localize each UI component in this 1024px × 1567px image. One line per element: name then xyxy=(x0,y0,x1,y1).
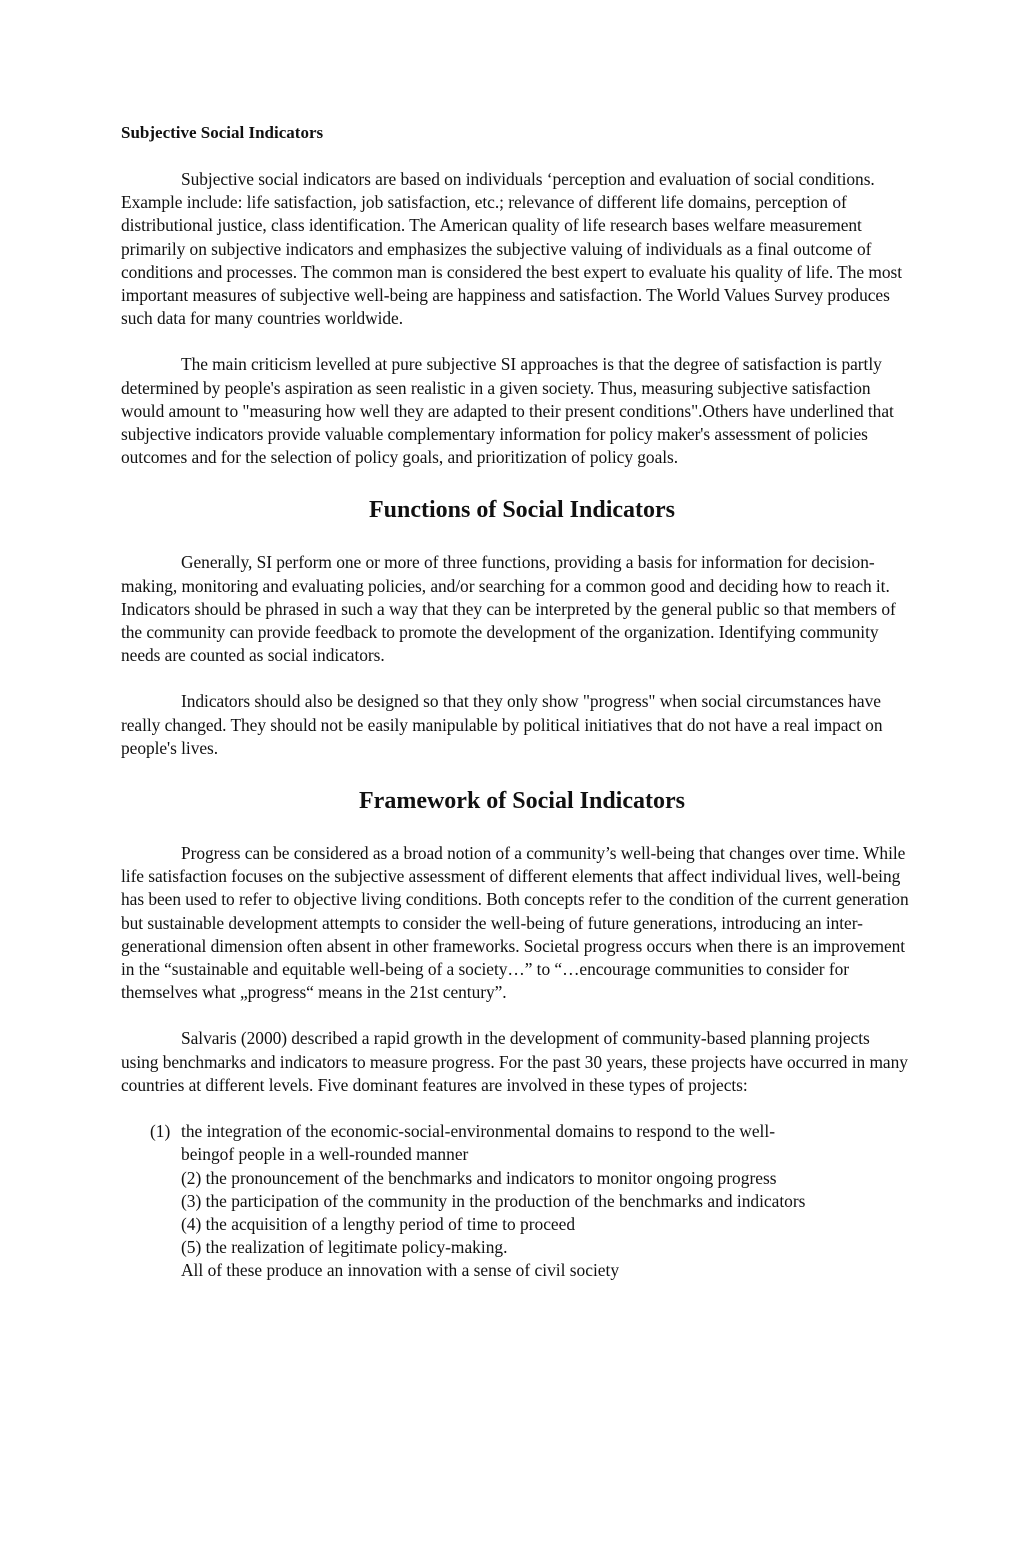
list-item: (3) the participation of the community in the production of the benchmarks and indicators xyxy=(181,1190,806,1211)
list-item-text-line-1: the integration of the economic-social-environmental domains to respond to the well- xyxy=(181,1121,776,1142)
list-item-text-line-2: beingof people in a well-rounded manner xyxy=(181,1144,469,1165)
list-item xyxy=(121,1120,911,1166)
features-list xyxy=(121,1120,911,1282)
document-page xyxy=(121,121,911,1283)
framework-paragraph-1: Progress can be considered as a broad notion of a community’s well-being that changes over time. While life satisfaction focuses on the subjective assessment of different elements that affect individual lives, well-being has been used to refer to objective living conditions. Both concepts refer to the condition of the current generation but sustainable development attempts to consider the well-being of future generations, introducing an inter-generational dimension often absent in other frameworks. Societal progress occurs when there is an improvement in the “sustainable and equitable well-being of a society…” to “…encourage communities to consider for themselves what „progress“ means in the 21st century”. xyxy=(121,843,909,1003)
framework-paragraph-2: Salvaris (2000) described a rapid growth in the development of community-based planning projects using benchmarks and indicators to measure progress. For the past 30 years, these projects have occurred in many countries at different levels. Five dominant features are involved in these types of projects: xyxy=(121,1028,908,1095)
list-item: (5) the realization of legitimate policy-making. xyxy=(181,1237,508,1258)
list-item: (4) the acquisition of a lengthy period of time to proceed xyxy=(181,1213,576,1234)
functions-paragraph-1: Generally, SI perform one or more of three functions, providing a basis for information for decision-making, monitoring and evaluating policies, and/or searching for a common good and deciding how to reach it. Indicators should be phrased in such a way that they can be interpreted by the general public so that members of the community can provide feedback to promote the development of the organization. Identifying community needs are counted as social indicators. xyxy=(121,552,896,666)
subjective-paragraph-2: The main criticism levelled at pure subjective SI approaches is that the degree of satisfaction is partly determined by people's aspiration as seen realistic in a given society. Thus, measuring subjective satisfaction would amount to "measuring how well they are adapted to their present conditions".Others have underlined that subjective indicators provide valuable complementary information for policy maker's assessment of policies outcomes and for the selection of policy goals, and prioritization of policy goals. xyxy=(121,354,894,468)
functions-section-title: Functions of Social Indicators xyxy=(368,497,676,524)
subjective-paragraph-1: Subjective social indicators are based on individuals ‘perception and evaluation of social conditions. Example include: life satisfaction, job satisfaction, etc.; relevance of different life domains, perception of distributional justice, class identification. The American quality of life research bases welfare measurement primarily on subjective indicators and emphasizes the subjective valuing of individuals as a final outcome of conditions and processes. The common man is considered the best expert to evaluate his quality of life. The most important measures of subjective well-being are happiness and satisfaction. The World Values Survey produces such data for many countries worldwide. xyxy=(121,169,902,329)
list-item: (2) the pronouncement of the benchmarks and indicators to monitor ongoing progress xyxy=(181,1167,777,1188)
framework-section-title: Framework of Social Indicators xyxy=(359,788,685,815)
subjective-indicators-heading: Subjective Social Indicators xyxy=(121,123,324,142)
functions-paragraph-2: Indicators should also be designed so that they only show "progress" when social circumstances have really changed. They should not be easily manipulable by political initiatives that do not have a real impact on people's lives. xyxy=(121,691,883,758)
list-item-number: (1) xyxy=(150,1121,171,1142)
list-closing-line: All of these produce an innovation with a sense of civil society xyxy=(181,1260,620,1281)
